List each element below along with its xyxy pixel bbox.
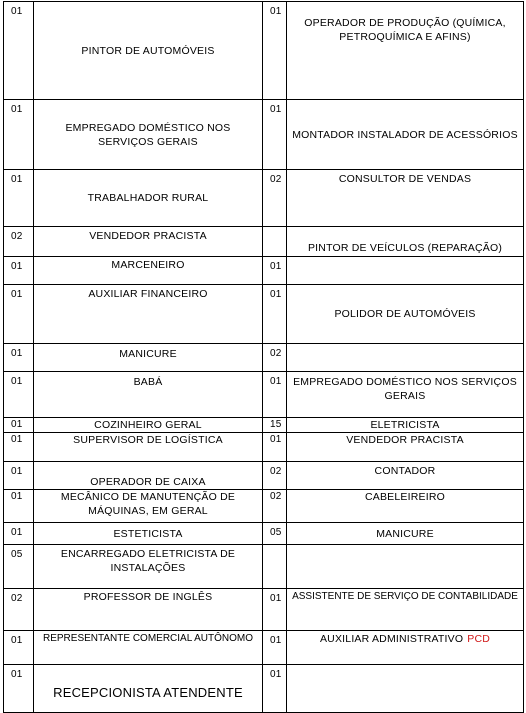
job-title: MARCENEIRO bbox=[34, 257, 263, 285]
table-row bbox=[4, 589, 524, 631]
job-title: EMPREGADO DOMÉSTICO NOS SERVIÇOS GERAIS bbox=[287, 372, 524, 418]
vacancy-count: 01 bbox=[4, 257, 34, 285]
table-row bbox=[4, 344, 524, 372]
job-title bbox=[287, 344, 524, 372]
job-title-cell bbox=[287, 631, 524, 665]
job-title: AUXILIAR ADMINISTRATIVO bbox=[319, 633, 464, 645]
vacancy-count: 01 bbox=[4, 170, 34, 227]
vacancy-count: 01 bbox=[263, 100, 287, 170]
table-row bbox=[4, 418, 524, 433]
vacancy-count bbox=[263, 227, 287, 257]
job-title bbox=[287, 545, 524, 589]
table-row bbox=[4, 433, 524, 462]
job-title: ASSISTENTE DE SERVIÇO DE CONTABILIDADE bbox=[287, 589, 524, 631]
table-row bbox=[4, 285, 524, 344]
vacancy-count: 01 bbox=[4, 523, 34, 545]
pcd-tag: PCD bbox=[467, 633, 491, 645]
vacancy-count: 01 bbox=[263, 2, 287, 100]
table-row bbox=[4, 665, 524, 713]
vacancy-count: 01 bbox=[4, 490, 34, 523]
table-row bbox=[4, 227, 524, 257]
job-title: AUXILIAR FINANCEIRO bbox=[34, 285, 263, 344]
job-title: COZINHEIRO GERAL bbox=[34, 418, 263, 433]
table-row bbox=[4, 257, 524, 285]
vacancy-count: 02 bbox=[263, 344, 287, 372]
job-title: CONTADOR bbox=[287, 462, 524, 490]
table-row bbox=[4, 372, 524, 418]
job-title: TRABALHADOR RURAL bbox=[34, 170, 263, 227]
vacancy-count: 01 bbox=[4, 418, 34, 433]
job-vacancies-table bbox=[3, 1, 524, 713]
job-title: BABÁ bbox=[34, 372, 263, 418]
job-title bbox=[287, 257, 524, 285]
vacancy-count: 15 bbox=[263, 418, 287, 433]
table-row bbox=[4, 490, 524, 523]
vacancy-count: 02 bbox=[4, 227, 34, 257]
table-row bbox=[4, 631, 524, 665]
vacancy-count: 01 bbox=[4, 100, 34, 170]
job-title: ENCARREGADO ELETRICISTA DE INSTALAÇÕES bbox=[34, 545, 263, 589]
job-title: MONTADOR INSTALADOR DE ACESSÓRIOS bbox=[287, 100, 524, 170]
job-title: CABELEIREIRO bbox=[287, 490, 524, 523]
vacancy-count: 01 bbox=[263, 257, 287, 285]
vacancy-count: 01 bbox=[4, 2, 34, 100]
vacancy-count: 01 bbox=[263, 631, 287, 665]
job-title: PROFESSOR DE INGLÊS bbox=[34, 589, 263, 631]
vacancy-count: 05 bbox=[263, 523, 287, 545]
job-title: PINTOR DE VEÍCULOS (REPARAÇÃO) bbox=[287, 227, 524, 257]
vacancy-count: 02 bbox=[4, 589, 34, 631]
job-title: OPERADOR DE CAIXA bbox=[34, 462, 263, 490]
vacancy-count: 01 bbox=[263, 589, 287, 631]
vacancy-count: 01 bbox=[4, 665, 34, 713]
vacancy-count: 01 bbox=[4, 631, 34, 665]
vacancy-count bbox=[263, 545, 287, 589]
vacancy-count: 01 bbox=[4, 433, 34, 462]
vacancy-count: 01 bbox=[263, 665, 287, 713]
job-title: OPERADOR DE PRODUÇÃO (QUÍMICA, PETROQUÍMICA E AFINS) bbox=[287, 2, 524, 100]
table-row bbox=[4, 100, 524, 170]
table-row bbox=[4, 170, 524, 227]
table-row bbox=[4, 2, 524, 100]
vacancy-count: 02 bbox=[263, 170, 287, 227]
job-title: POLIDOR DE AUTOMÓVEIS bbox=[287, 285, 524, 344]
job-title: MANICURE bbox=[287, 523, 524, 545]
job-title: SUPERVISOR DE LOGÍSTICA bbox=[34, 433, 263, 462]
vacancy-count: 05 bbox=[4, 545, 34, 589]
job-title: VENDEDOR PRACISTA bbox=[34, 227, 263, 257]
vacancy-count: 01 bbox=[4, 462, 34, 490]
job-title: EMPREGADO DOMÉSTICO NOS SERVIÇOS GERAIS bbox=[34, 100, 263, 170]
job-title: ELETRICISTA bbox=[287, 418, 524, 433]
job-title: RECEPCIONISTA ATENDENTE bbox=[34, 665, 263, 713]
job-title: ESTETICISTA bbox=[34, 523, 263, 545]
table-row bbox=[4, 523, 524, 545]
vacancy-count: 01 bbox=[263, 433, 287, 462]
job-title bbox=[287, 665, 524, 713]
vacancy-count: 01 bbox=[4, 285, 34, 344]
vacancy-count: 02 bbox=[263, 490, 287, 523]
job-title: PINTOR DE AUTOMÓVEIS bbox=[34, 2, 263, 100]
vacancy-count: 01 bbox=[4, 344, 34, 372]
job-title: CONSULTOR DE VENDAS bbox=[287, 170, 524, 227]
table-row bbox=[4, 462, 524, 490]
job-title: REPRESENTANTE COMERCIAL AUTÔNOMO bbox=[34, 631, 263, 665]
table-row bbox=[4, 545, 524, 589]
job-title: MECÂNICO DE MANUTENÇÃO DE MÁQUINAS, EM GERAL bbox=[34, 490, 263, 523]
job-title: VENDEDOR PRACISTA bbox=[287, 433, 524, 462]
vacancy-count: 01 bbox=[4, 372, 34, 418]
vacancy-count: 02 bbox=[263, 462, 287, 490]
vacancy-count: 01 bbox=[263, 285, 287, 344]
vacancy-count: 01 bbox=[263, 372, 287, 418]
job-title: MANICURE bbox=[34, 344, 263, 372]
